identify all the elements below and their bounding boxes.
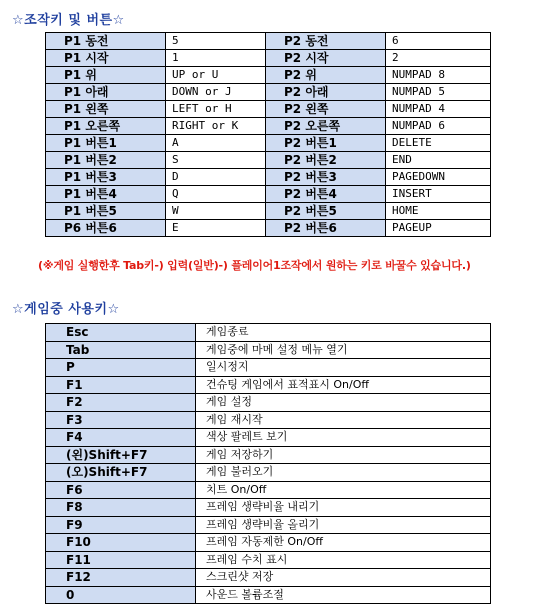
p2-control-value: NUMPAD 8 [386,67,491,84]
controls-table [45,32,491,237]
controls-row [46,33,491,50]
key-label: F1 [46,376,196,394]
ingame-key-row [46,464,491,482]
p1-control-value: UP or U [166,67,266,84]
p1-control-value: E [166,220,266,237]
key-label: F11 [46,551,196,569]
key-label: 0 [46,586,196,604]
p2-control-value: PAGEDOWN [386,169,491,186]
key-description: 스크린샷 저장 [196,569,491,587]
controls-row [46,118,491,135]
ingame-key-row [46,341,491,359]
p1-control-value: S [166,152,266,169]
controls-row [46,135,491,152]
p2-control-value: 2 [386,50,491,67]
key-label: F12 [46,569,196,587]
controls-row [46,169,491,186]
controls-row [46,50,491,67]
p2-control-value: NUMPAD 5 [386,84,491,101]
ingame-key-row [46,481,491,499]
p1-control-label: P1 동전 [46,33,166,50]
p1-control-label: P1 버튼3 [46,169,166,186]
p1-control-label: P1 왼쪽 [46,101,166,118]
p1-control-value: DOWN or J [166,84,266,101]
controls-row [46,152,491,169]
p2-control-value: DELETE [386,135,491,152]
p1-control-value: Q [166,186,266,203]
p1-control-label: P1 버튼2 [46,152,166,169]
p1-control-label: P1 버튼4 [46,186,166,203]
p1-control-value: 1 [166,50,266,67]
p2-control-value: 6 [386,33,491,50]
key-label: (왼)Shift+F7 [46,446,196,464]
p1-control-label: P6 버튼6 [46,220,166,237]
ingame-key-row [46,359,491,377]
key-label: F9 [46,516,196,534]
ingame-key-row [46,551,491,569]
p2-control-label: P2 왼쪽 [266,101,386,118]
ingame-key-row [46,499,491,517]
key-label: P [46,359,196,377]
p2-control-value: NUMPAD 4 [386,101,491,118]
p2-control-label: P2 아래 [266,84,386,101]
controls-row [46,67,491,84]
p1-control-label: P1 아래 [46,84,166,101]
p1-control-value: 5 [166,33,266,50]
ingame-key-row [46,446,491,464]
key-label: F4 [46,429,196,447]
key-label: F10 [46,534,196,552]
p1-control-label: P1 버튼5 [46,203,166,220]
key-label: F2 [46,394,196,412]
p1-control-label: P1 위 [46,67,166,84]
ingame-keys-heading: ☆게임중 사용키☆ [12,302,120,317]
controls-row [46,101,491,118]
controls-row [46,203,491,220]
p1-control-label: P1 버튼1 [46,135,166,152]
p2-control-label: P2 버튼1 [266,135,386,152]
controls-heading: ☆조작키 및 버튼☆ [12,13,125,28]
key-description: 프레임 생략비율 내리기 [196,499,491,517]
p1-control-value: RIGHT or K [166,118,266,135]
p2-control-label: P2 시작 [266,50,386,67]
ingame-key-row [46,324,491,342]
key-description: 게임 저장하기 [196,446,491,464]
key-description: 게임중에 마메 설정 메뉴 열기 [196,341,491,359]
key-config-note: (※게임 실행한후 Tab키-) 입력(일반)-) 플레이어1조작에서 원하는 키로 바꿀수 있습니다.) [38,259,471,272]
ingame-key-row [46,376,491,394]
key-description: 게임 설정 [196,394,491,412]
ingame-key-row [46,586,491,604]
key-description: 사운드 볼륨조절 [196,586,491,604]
key-label: F6 [46,481,196,499]
ingame-key-row [46,516,491,534]
p2-control-label: P2 오른쪽 [266,118,386,135]
p1-control-value: A [166,135,266,152]
p2-control-value: PAGEUP [386,220,491,237]
ingame-key-row [46,394,491,412]
p1-control-value: W [166,203,266,220]
controls-row [46,84,491,101]
p2-control-value: INSERT [386,186,491,203]
controls-row [46,220,491,237]
p1-control-label: P1 오른쪽 [46,118,166,135]
key-label: F8 [46,499,196,517]
key-label: F3 [46,411,196,429]
p2-control-label: P2 동전 [266,33,386,50]
key-description: 프레임 생략비율 올리기 [196,516,491,534]
ingame-key-row [46,534,491,552]
p2-control-value: END [386,152,491,169]
p2-control-label: P2 버튼5 [266,203,386,220]
p2-control-label: P2 버튼2 [266,152,386,169]
p2-control-value: HOME [386,203,491,220]
key-description: 치트 On/Off [196,481,491,499]
key-description: 일시정지 [196,359,491,377]
p2-control-value: NUMPAD 6 [386,118,491,135]
key-description: 게임종료 [196,324,491,342]
p2-control-label: P2 위 [266,67,386,84]
ingame-keys-table [45,323,491,604]
key-description: 게임 불러오기 [196,464,491,482]
key-description: 게임 재시작 [196,411,491,429]
p1-control-value: D [166,169,266,186]
key-description: 색상 팔레트 보기 [196,429,491,447]
p2-control-label: P2 버튼4 [266,186,386,203]
p2-control-label: P2 버튼6 [266,220,386,237]
key-label: Esc [46,324,196,342]
ingame-key-row [46,569,491,587]
ingame-key-row [46,429,491,447]
ingame-key-row [46,411,491,429]
key-description: 프레임 자동제한 On/Off [196,534,491,552]
key-description: 프레임 수치 표시 [196,551,491,569]
key-label: Tab [46,341,196,359]
key-description: 건슈팅 게임에서 표적표시 On/Off [196,376,491,394]
p2-control-label: P2 버튼3 [266,169,386,186]
key-label: (오)Shift+F7 [46,464,196,482]
controls-row [46,186,491,203]
p1-control-label: P1 시작 [46,50,166,67]
p1-control-value: LEFT or H [166,101,266,118]
